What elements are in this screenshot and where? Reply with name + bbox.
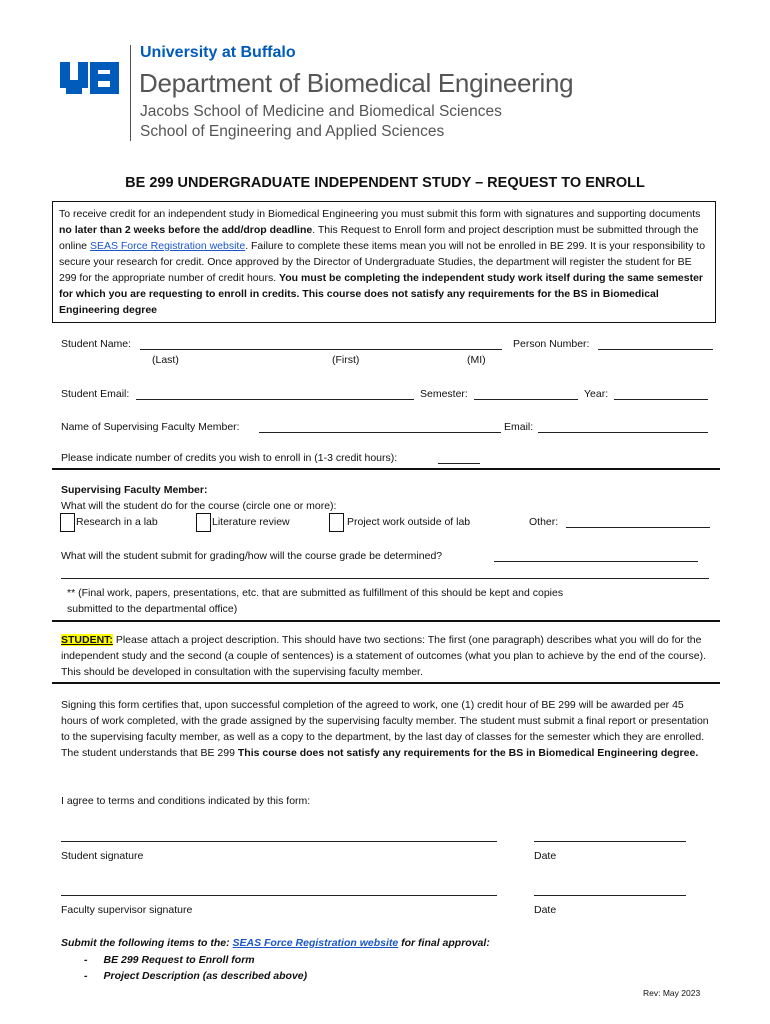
student-email-field[interactable]	[136, 388, 414, 400]
student-name-field[interactable]	[140, 338, 502, 350]
semester-field[interactable]	[474, 388, 578, 400]
student-date-line[interactable]	[534, 830, 686, 842]
submit-item-1	[84, 952, 255, 968]
note-line-1: ** (Final work, papers, presentations, etc. that are submitted as fulfillment of this should be kept and copies	[67, 587, 564, 599]
student-name-label: Student Name:	[61, 338, 132, 350]
submit-seas-link[interactable]: SEAS Force Registration website	[232, 937, 399, 949]
mi-label: (MI)	[467, 354, 486, 366]
person-number-label: Person Number:	[513, 338, 590, 350]
student-signature-label: Student signature	[61, 850, 144, 862]
seas-force-link[interactable]: SEAS Force Registration website	[89, 240, 246, 252]
certify-requirement: This course does not satisfy any requirements for the BS in Biomedical Engineering degree.	[237, 747, 699, 759]
grading-field-2[interactable]	[61, 567, 709, 579]
semester-label: Semester:	[420, 388, 468, 400]
certification-text	[61, 697, 711, 761]
student-instructions: Please attach a project description. This should have two sections: The first (one paragraph) describes what you will do for the independent study and the second (a couple of sentences) is a statement of outcomes (what you plan to achieve by the end of the course). This should be developed in consultation with the supervising faculty member.	[61, 634, 706, 678]
last-label: (Last)	[152, 354, 179, 366]
submit-item-2-text: Project Description (as described above)	[103, 970, 308, 982]
bullet: -	[84, 970, 88, 982]
page-title: BE 299 UNDERGRADUATE INDEPENDENT STUDY – REQUEST TO ENROLL	[125, 175, 645, 191]
faculty-signature-label: Faculty supervisor signature	[61, 904, 193, 916]
faculty-email-field[interactable]	[538, 421, 708, 433]
intro-deadline: no later than 2 weeks before the add/drop deadline	[59, 224, 313, 236]
faculty-question: What will the student do for the course (circle one or more):	[61, 500, 337, 512]
section-divider-2	[52, 620, 720, 622]
submit-item-2	[84, 968, 307, 984]
intro-text-1: To receive credit for an independent study in Biomedical Engineering you must submit this form with signatures and supporting documents	[59, 208, 701, 220]
ub-logo	[60, 62, 122, 96]
credits-label: Please indicate number of credits you wish to enroll in (1-3 credit hours):	[61, 452, 398, 464]
student-date-label: Date	[534, 850, 557, 862]
grading-field[interactable]	[494, 550, 698, 562]
faculty-signature-line[interactable]	[61, 884, 497, 896]
option-project-label: Project work outside of lab	[347, 516, 471, 528]
checkbox-project[interactable]	[329, 513, 344, 532]
header-divider	[130, 45, 131, 141]
school-engineering: School of Engineering and Applied Sciences	[140, 123, 445, 140]
year-field[interactable]	[614, 388, 708, 400]
university-name: University at Buffalo	[140, 44, 296, 61]
department-name: Department of Biomedical Engineering	[139, 68, 574, 98]
credits-field[interactable]	[438, 452, 480, 464]
checkbox-research[interactable]	[60, 513, 75, 532]
person-number-field[interactable]	[598, 338, 713, 350]
faculty-name-field[interactable]	[259, 421, 501, 433]
faculty-date-label: Date	[534, 904, 557, 916]
bullet: -	[84, 954, 88, 966]
intro-text-3: . Failure to complete these items mean you will not be enrolled in BE 299. It is your responsibility to secure your research for credit. Once approved by the Director of Undergraduate Studies, the department will register the student for BE 299 for the appropriate number of credit hours.	[59, 240, 706, 284]
student-signature-line[interactable]	[61, 830, 497, 842]
faculty-name-label: Name of Supervising Faculty Member:	[61, 421, 240, 433]
faculty-section-heading: Supervising Faculty Member:	[61, 484, 208, 496]
revision-date: Rev: May 2023	[643, 988, 701, 998]
submit-suffix: for final approval:	[398, 937, 490, 949]
note-line-2: submitted to the departmental office)	[67, 603, 238, 615]
submit-prefix: Submit the following items to the:	[61, 937, 233, 949]
option-research-label: Research in a lab	[76, 516, 158, 528]
checkbox-literature[interactable]	[196, 513, 211, 532]
intro-requirement: You must be completing the independent study work itself during the same semester for which you are requesting to enroll in credits. This course does not satisfy any requirements for the BS in Biomedical Engineering degree	[59, 272, 704, 316]
section-divider-1	[52, 468, 720, 470]
grading-question: What will the student submit for grading/how will the course grade be determined?	[61, 550, 443, 562]
certify-body: Signing this form certifies that, upon successful completion of the agreed to work, one (1) credit hour of BE 299 will be awarded per 45 hours of work completed, with the grade assigned by the supervising faculty member. The student must submit a final report or presentation to the supervising faculty member, as well as a copy to the department, by the last day of classes for the semester which they are enrolled. The student understands that BE 299	[61, 699, 709, 759]
school-medicine: Jacobs School of Medicine and Biomedical Sciences	[140, 103, 502, 120]
option-literature-label: Literature review	[212, 516, 290, 528]
first-label: (First)	[332, 354, 360, 366]
faculty-date-line[interactable]	[534, 884, 686, 896]
intro-text-2: . This Request to Enroll form and project description must be submitted through the online	[59, 224, 699, 252]
other-field[interactable]	[566, 516, 710, 528]
student-section	[61, 632, 711, 680]
student-email-label: Student Email:	[61, 388, 130, 400]
agree-text: I agree to terms and conditions indicated by this form:	[61, 795, 311, 807]
submit-instructions	[61, 935, 490, 951]
submit-item-1-text: BE 299 Request to Enroll form	[103, 954, 255, 966]
faculty-email-label: Email:	[504, 421, 534, 433]
student-label: STUDENT:	[61, 634, 113, 646]
section-divider-3	[52, 682, 720, 684]
option-other-label: Other:	[529, 516, 559, 528]
year-label: Year:	[584, 388, 609, 400]
intro-box	[52, 201, 716, 323]
